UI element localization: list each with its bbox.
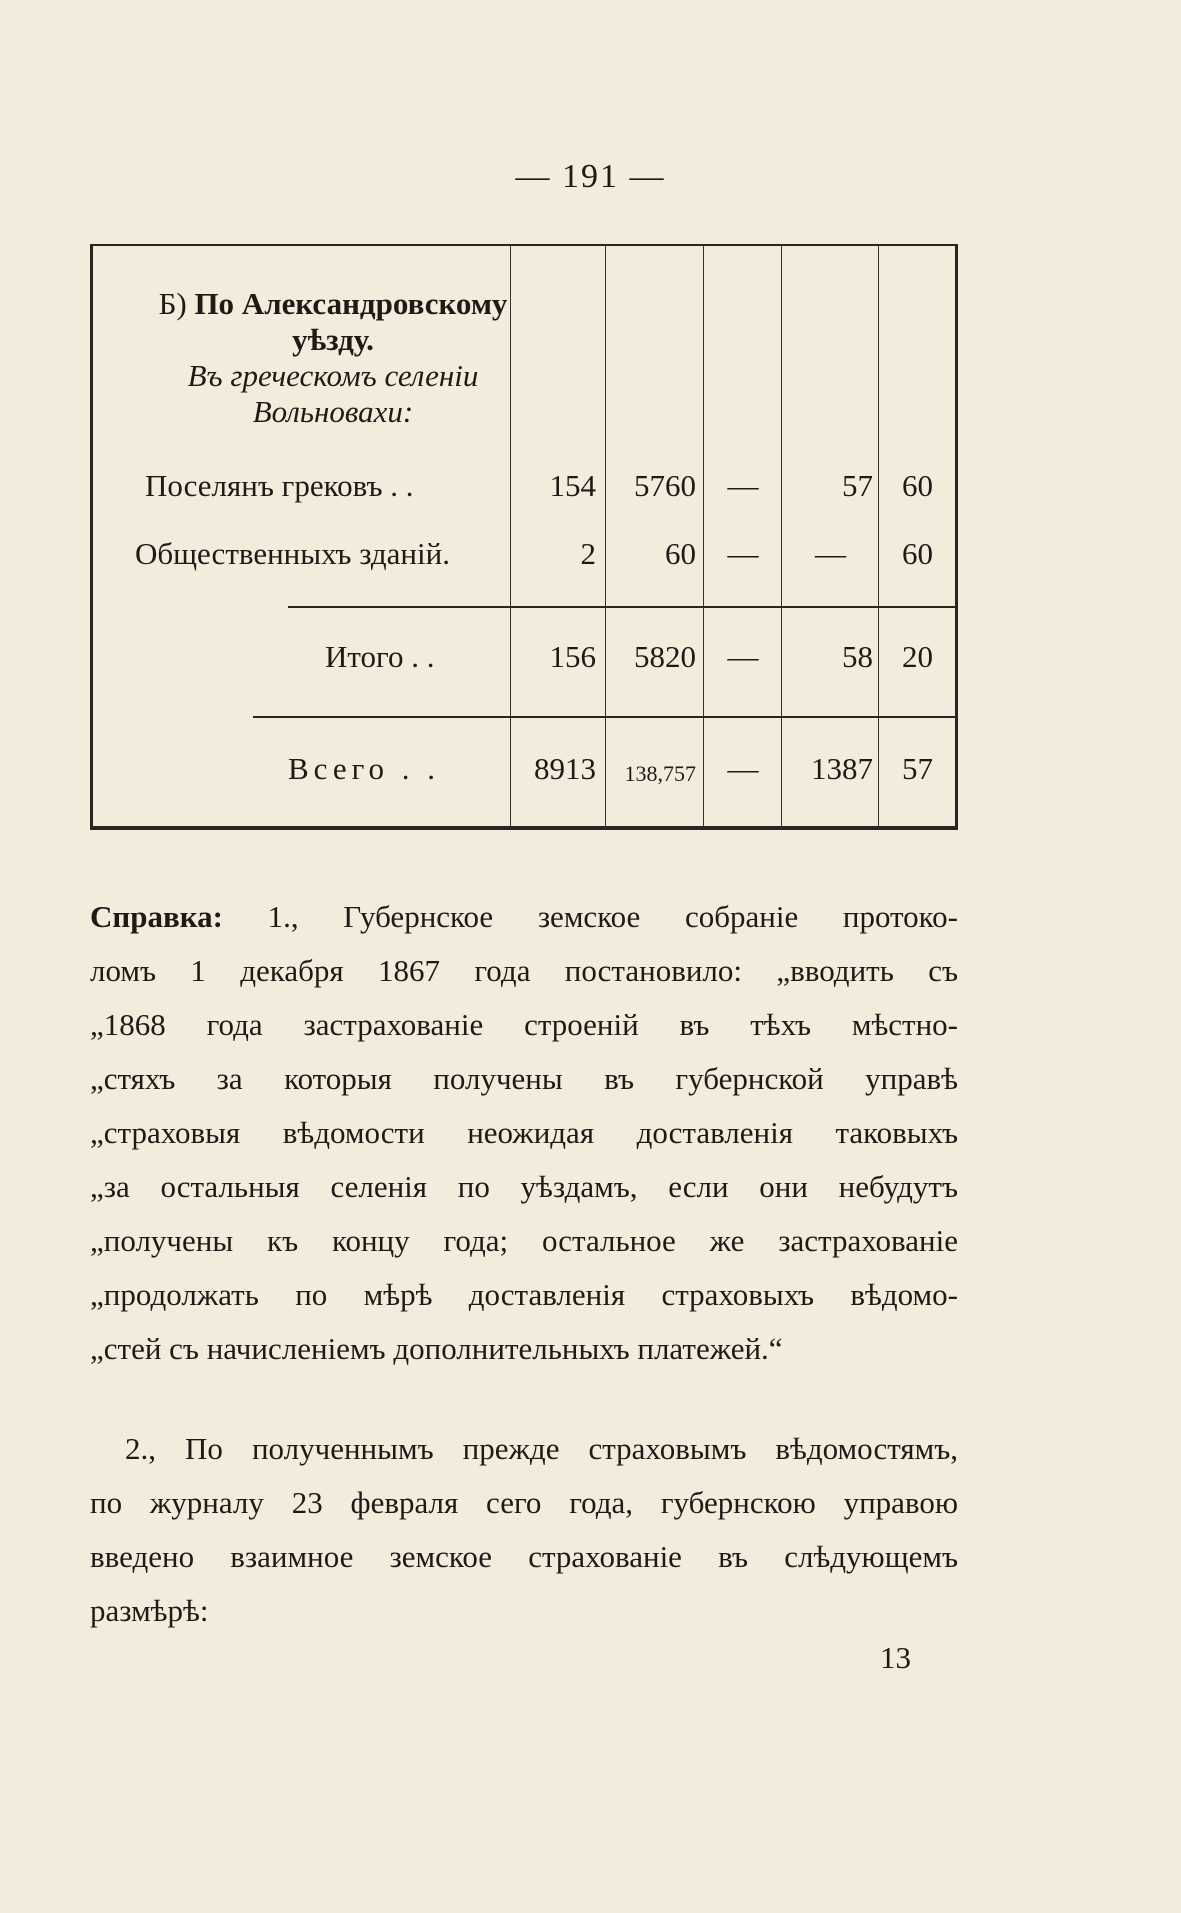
subtotal-value: 20 xyxy=(902,639,933,674)
row-value: — xyxy=(727,468,759,503)
row-label: Общественныхъ зданій. xyxy=(135,536,450,571)
total-value: — xyxy=(727,751,759,786)
row-value: 60 xyxy=(665,536,696,571)
row-value: 60 xyxy=(902,468,933,503)
total-rule xyxy=(253,716,955,718)
row-label: Поселянъ грековъ . . xyxy=(145,468,414,503)
paragraph-line: „продолжать по мѣрѣ доставленія страховыхъ вѣдомо- xyxy=(90,1277,958,1312)
column-divider xyxy=(703,246,704,826)
paragraph-line: „1868 года застрахованіе строеній въ тѣхъ мѣстно- xyxy=(90,1007,958,1042)
column-divider xyxy=(605,246,606,826)
data-table xyxy=(90,244,958,830)
paragraph-line: размѣрѣ: xyxy=(90,1593,209,1628)
section-prefix: Б) xyxy=(158,286,195,321)
row-value: — xyxy=(727,536,759,571)
section-title: По Александровскому уѣзду. xyxy=(194,286,508,357)
column-divider xyxy=(781,246,782,826)
subtotal-rule xyxy=(288,606,955,608)
total-value: 138,757 xyxy=(624,761,696,786)
page-number: — 191 — xyxy=(515,158,666,195)
subtotal-value: 156 xyxy=(549,639,596,674)
row-value: 154 xyxy=(549,468,596,503)
section-subtitle: Въ греческомъ селеніи Вольновахи: xyxy=(187,358,479,429)
row-value: 5760 xyxy=(634,468,696,503)
paragraph-line: введено взаимное земское страхованіе въ слѣдующемъ xyxy=(90,1539,958,1574)
reference-label: Справка: xyxy=(90,899,223,934)
paragraph-line: 2., По полученнымъ прежде страховымъ вѣдомостямъ, xyxy=(125,1431,958,1466)
section-heading xyxy=(133,286,533,358)
column-divider xyxy=(878,246,879,826)
paragraph-text: 1., Губернское земское собраніе протоко- xyxy=(222,899,958,934)
paragraph-line: „стей съ начисленіемъ дополнительныхъ платежей.“ xyxy=(90,1331,783,1366)
signature-mark: 13 xyxy=(880,1640,911,1675)
row-value: 2 xyxy=(580,536,596,571)
subtotal-label: Итого . . xyxy=(325,639,435,674)
paragraph-line: ломъ 1 декабря 1867 года постановило: „вводить съ xyxy=(90,953,958,988)
row-value: 57 xyxy=(842,468,873,503)
paragraph-line: „за остальныя селенія по уѣздамъ, если они небудутъ xyxy=(90,1169,958,1204)
row-value: 60 xyxy=(902,536,933,571)
total-value: 1387 xyxy=(811,751,873,786)
paragraph-line: „страховыя вѣдомости неожидая доставленія таковыхъ xyxy=(90,1115,958,1150)
subtotal-value: 58 xyxy=(842,639,873,674)
total-value: 57 xyxy=(902,751,933,786)
paragraph-line: по журналу 23 февраля сего года, губернскою управою xyxy=(90,1485,958,1520)
subtotal-value: — xyxy=(727,639,759,674)
total-value: 8913 xyxy=(534,751,596,786)
paragraph-line: „получены къ концу года; остальное же застрахованіе xyxy=(90,1223,958,1258)
paragraph-line: „стяхъ за которыя получены въ губернской управѣ xyxy=(90,1061,958,1096)
row-value: — xyxy=(815,536,846,571)
subtotal-value: 5820 xyxy=(634,639,696,674)
paragraph-line xyxy=(90,890,958,944)
total-label: Всего . . xyxy=(288,751,441,786)
